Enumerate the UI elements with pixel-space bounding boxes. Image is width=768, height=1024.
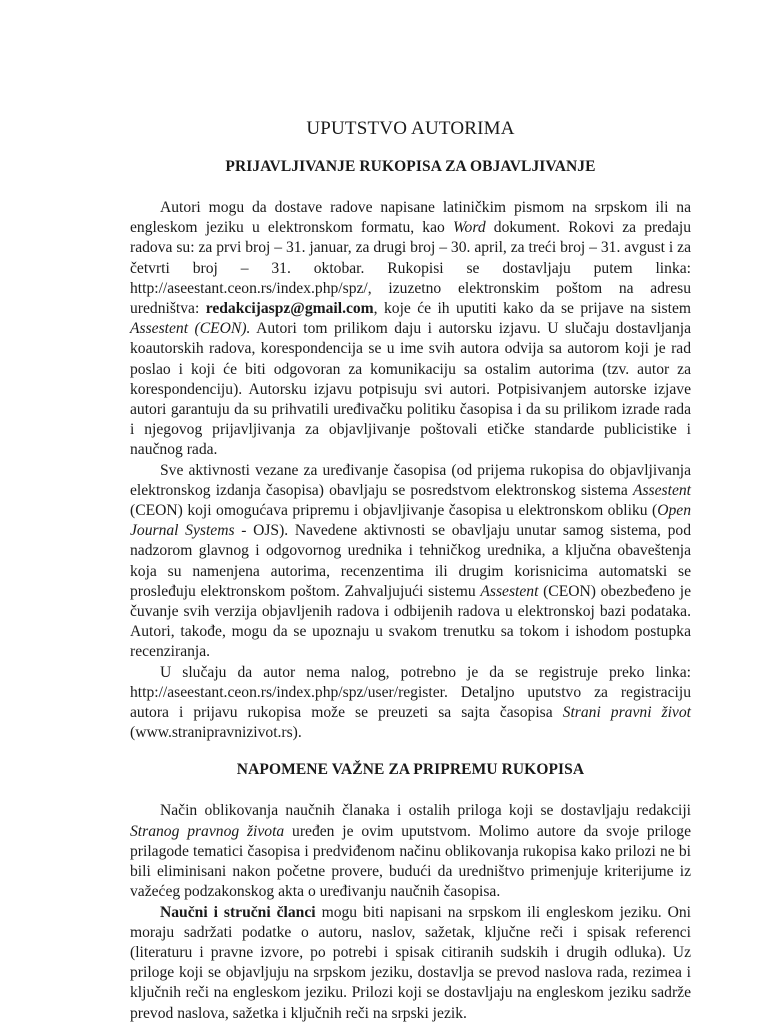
text-run: - OJS). Navedene aktivnosti se obavljaju unutar samog sistema, pod nadzorom glavnog i odgovornog urednika i tehničkog urednika, a ključna obaveštenja koja su namenjena autorima, recenzentima ili drugim korisnicima automatski se prosleđuju elektronskom poštom. Zahvaljujući sistemu [130,522,692,600]
paragraph-notes-1 [130,801,691,902]
text-run: uređen je ovim uputstvom. Molimo autore da svoje priloge prilagode tematici časopisa i predviđenom načinu oblikovanja rukopisa kako prilozi ne bi bili eliminisani nakon početne provere, budući da uredništvo primenjuje kriterijume iz važećeg podzakonskog akta o uređivanju naučnih časopisa. [130,822,692,901]
text-run: Autori mogu da dostave radove napisane latiničkim pismom na srpskom ili na engleskom jeziku u elektronskom formatu, kao [130,199,691,237]
text-run: (CEON) koji omogućava pripremu i objavljivanje časopisa u elektronskom obliku ( [130,502,658,520]
paragraph-submission-3 [130,663,691,744]
paragraph-notes-2 [130,903,691,1024]
paragraph-submission-2 [130,461,691,663]
bold-run: Naučni i stručni članci [160,903,316,921]
text-run: Način oblikovanja naučnih članaka i ostalih priloga koji se dostavljaju redakciji [160,802,691,820]
paragraph-submission-1 [130,198,691,461]
italic-run: Open Journal Systems [130,502,691,540]
text-run: mogu biti napisani na srpskom ili engleskom jeziku. Oni moraju sadržati podatke o autoru, naslov, sažetak, ključne reči i spisak referenci (literaturu i pravne izvore, po potrebi i spisak citiranih sudskih i drugih odluka). Uz priloge koji se objavljuju na srpskom jeziku, dostavlja se prevod naslova rada, rezimea i ključnih reči na engleskom jeziku. Prilozi koji se dostavljaju na engleskom jeziku sadrže prevod naslova, sažetka i ključnih reči na srpski jezik. [130,903,691,1022]
text-run: U slučaju da autor nema nalog, potrebno je da se registruje preko linka: http://aseestant.ceon.rs/index.php/spz/user/register. Detaljno uputstvo za registraciju autora i prijavu rukopisa može se preuzeti sa sajta časopisa [130,663,691,722]
text-run: (www.stranipravnizivot.rs). [130,724,302,742]
page-title: UPUTSTVO AUTORIMA [306,118,515,139]
text-run: Autori tom prilikom daju i autorsku izjavu. U slučaju dostavljanja koautorskih radova, korespondencija se u ime svih autora odvija sa autorom koji je rad poslao i koji će biti odgovoran za komunikaciju sa ostalim autorima (tzv. autor za korespondenciju). Autorsku izjavu potpisuju svi autori. Potpisivanjem autorske izjave autori garantuju da su prihvatili uređivačku politiku časopisa i da su prilikom izrade rada i njegovog prijavljivanja za objavljivanje poštovali etičke standarde publicistike i naučnog rada. [130,320,691,459]
text-run: (CEON) obezbeđeno je čuvanje svih verzija objavljenih radova i odbijenih radova u elektronskoj bazi podataka. Autori, takođe, mogu da se upoznaju u svakom trenutku sa tokom i ishodom postupka recenziranja. [130,582,692,661]
text-run: , koje će ih uputiti kako da se prijave na sistem [373,300,692,318]
section-heading-submission: PRIJAVLJIVANJE RUKOPISA ZA OBJAVLJIVANJE [225,158,596,175]
italic-run: Assestent [632,481,691,499]
italic-run: Assestent (CEON). [130,320,251,338]
text-run: Sve aktivnosti vezane za uređivanje časopisa (od prijema rukopisa do objavljivanja elektronskog izdanja časopisa) obavljaju se posredstvom elektronskog sistema [130,461,691,499]
italic-run: Assestent [480,582,539,600]
italic-run: Stranog pravnog života [130,822,285,840]
text-run: dokument. Rokovi za predaju radova su: za prvi broj – 31. januar, za drugi broj – 30. april, za treći broj – 31. avgust i za četvrti broj – 31. oktobar. Rukopisi se dostavljaju putem linka: http://aseestant.ceon.rs/index.php/spz/, izuzetno elektronskim poštom na adresu uredništva: [130,219,691,318]
italic-run: Word [452,219,486,237]
document-page [130,118,691,1024]
editorial-email: redakcijaspz@gmail.com [205,300,374,318]
italic-run: Strani pravni život [562,704,691,722]
section-heading-notes: NAPOMENE VAŽNE ZA PRIPREMU RUKOPISA [236,761,585,779]
